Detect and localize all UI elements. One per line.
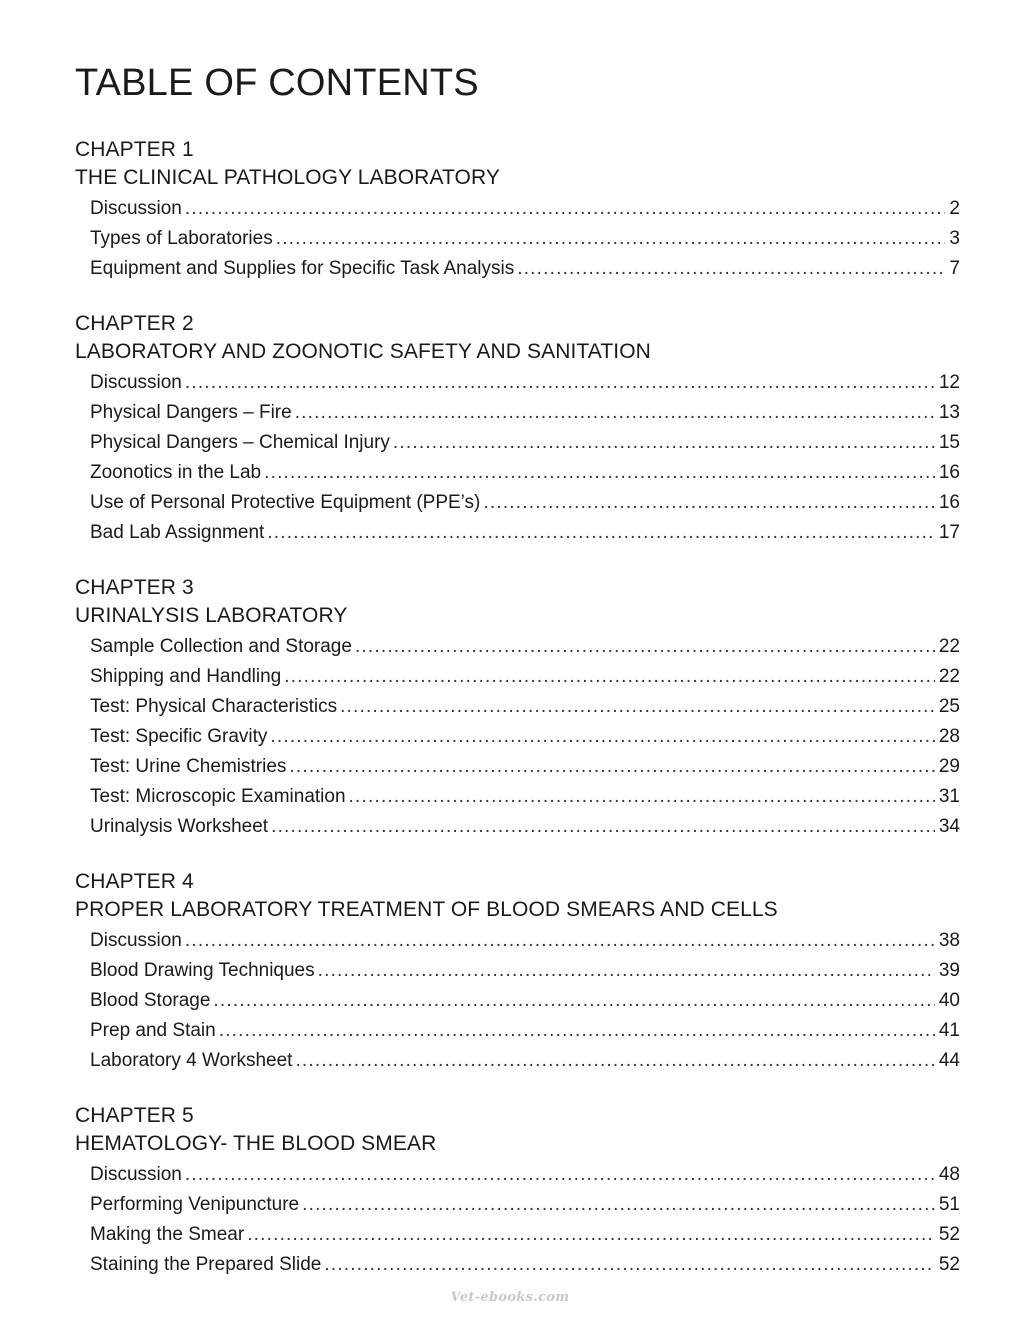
- toc-entry-label: Discussion: [90, 1164, 182, 1185]
- toc-entry-page-number: 41: [938, 1020, 960, 1041]
- toc-entry[interactable]: [75, 956, 960, 986]
- toc-entry-label: Test: Specific Gravity: [90, 726, 268, 747]
- chapter-title: LABORATORY AND ZOONOTIC SAFETY AND SANITATION: [75, 340, 651, 363]
- chapter-number: CHAPTER 4: [75, 870, 194, 893]
- chapter-1: [75, 136, 960, 284]
- toc-entry[interactable]: [75, 782, 960, 812]
- dot-leader: [517, 254, 945, 284]
- toc-entry-label: Test: Microscopic Examination: [90, 786, 346, 807]
- toc-entry-label: Physical Dangers – Fire: [90, 402, 292, 423]
- toc-entry-page-number: 52: [938, 1224, 960, 1245]
- chapter-title: URINALYSIS LABORATORY: [75, 604, 348, 627]
- toc-entry[interactable]: [75, 368, 960, 398]
- toc-entry-label: Prep and Stain: [90, 1020, 216, 1041]
- toc-entry[interactable]: [75, 986, 960, 1016]
- toc-entry[interactable]: [75, 194, 960, 224]
- toc-entry-label: Equipment and Supplies for Specific Task Analysis: [90, 258, 515, 279]
- toc-entry[interactable]: [75, 692, 960, 722]
- toc-entry-page-number: 31: [938, 786, 960, 807]
- chapter-title: HEMATOLOGY- THE BLOOD SMEAR: [75, 1132, 437, 1155]
- toc-entry-page-number: 48: [938, 1164, 960, 1185]
- toc-entry-label: Making the Smear: [90, 1224, 245, 1245]
- toc-entry-page-number: 3: [949, 228, 960, 249]
- chapter-number: CHAPTER 1: [75, 138, 194, 161]
- chapter-number: CHAPTER 3: [75, 576, 194, 599]
- toc-entry-label: Discussion: [90, 930, 182, 951]
- toc-entry-page-number: 22: [938, 666, 960, 687]
- toc-entry-page-number: 52: [938, 1254, 960, 1275]
- toc-entry-page-number: 13: [938, 402, 960, 423]
- toc-entry-label: Blood Storage: [90, 990, 211, 1011]
- dot-leader: [276, 224, 946, 254]
- chapter-list: [75, 136, 960, 1280]
- toc-entry-label: Shipping and Handling: [90, 666, 282, 687]
- toc-entry[interactable]: [75, 458, 960, 488]
- toc-entry-label: Laboratory 4 Worksheet: [90, 1050, 293, 1071]
- chapter-entries: [75, 632, 960, 842]
- toc-entry-label: Physical Dangers – Chemical Injury: [90, 432, 390, 453]
- dot-leader: [349, 782, 935, 812]
- chapter-number: CHAPTER 2: [75, 312, 194, 335]
- chapter-entries: [75, 194, 960, 284]
- toc-entry[interactable]: [75, 662, 960, 692]
- chapter-entries: [75, 926, 960, 1076]
- chapter-entries: [75, 368, 960, 548]
- toc-entry[interactable]: [75, 1190, 960, 1220]
- dot-leader: [483, 488, 934, 518]
- dot-leader: [295, 398, 935, 428]
- toc-entry-label: Use of Personal Protective Equipment (PPE’s): [90, 492, 481, 513]
- toc-entry[interactable]: [75, 632, 960, 662]
- chapter-entries: [75, 1160, 960, 1280]
- dot-leader: [340, 692, 935, 722]
- dot-leader: [185, 1160, 935, 1190]
- toc-entry-page-number: 16: [938, 462, 960, 483]
- dot-leader: [185, 926, 935, 956]
- toc-entry-label: Zoonotics in the Lab: [90, 462, 262, 483]
- toc-entry[interactable]: [75, 752, 960, 782]
- chapter-5: [75, 1102, 960, 1280]
- toc-entry-page-number: 29: [938, 756, 960, 777]
- dot-leader: [185, 368, 935, 398]
- chapter-3: [75, 574, 960, 842]
- watermark-logo: Vet-ebooks.com: [450, 1290, 570, 1305]
- dot-leader: [213, 986, 934, 1016]
- toc-entry-label: Staining the Prepared Slide: [90, 1254, 322, 1275]
- toc-entry-page-number: 28: [938, 726, 960, 747]
- dot-leader: [185, 194, 946, 224]
- toc-entry[interactable]: [75, 1046, 960, 1076]
- toc-entry-page-number: 12: [938, 372, 960, 393]
- toc-entry[interactable]: [75, 224, 960, 254]
- toc-entry[interactable]: [75, 812, 960, 842]
- toc-entry-label: Sample Collection and Storage: [90, 636, 352, 657]
- toc-entry[interactable]: [75, 1250, 960, 1280]
- toc-entry-page-number: 7: [949, 258, 960, 279]
- dot-leader: [355, 632, 935, 662]
- toc-entry-page-number: 2: [949, 198, 960, 219]
- toc-entry-page-number: 40: [938, 990, 960, 1011]
- dot-leader: [318, 956, 935, 986]
- dot-leader: [219, 1016, 935, 1046]
- toc-entry-page-number: 25: [938, 696, 960, 717]
- dot-leader: [302, 1190, 935, 1220]
- dot-leader: [247, 1220, 935, 1250]
- toc-entry[interactable]: [75, 398, 960, 428]
- toc-page: [75, 60, 960, 1306]
- toc-entry-label: Blood Drawing Techniques: [90, 960, 315, 981]
- toc-entry[interactable]: [75, 428, 960, 458]
- toc-entry-label: Performing Venipuncture: [90, 1194, 300, 1215]
- toc-entry[interactable]: [75, 722, 960, 752]
- dot-leader: [284, 662, 935, 692]
- toc-entry-label: Test: Urine Chemistries: [90, 756, 287, 777]
- toc-entry-page-number: 17: [938, 522, 960, 543]
- dot-leader: [289, 752, 934, 782]
- dot-leader: [295, 1046, 934, 1076]
- dot-leader: [324, 1250, 935, 1280]
- chapter-title: PROPER LABORATORY TREATMENT OF BLOOD SMEARS AND CELLS: [75, 898, 778, 921]
- dot-leader: [271, 812, 935, 842]
- toc-entry-page-number: 16: [938, 492, 960, 513]
- toc-entry-label: Test: Physical Characteristics: [90, 696, 338, 717]
- toc-entry-label: Discussion: [90, 198, 182, 219]
- dot-leader: [270, 722, 934, 752]
- toc-entry[interactable]: [75, 1016, 960, 1046]
- chapter-number: CHAPTER 5: [75, 1104, 194, 1127]
- toc-entry[interactable]: [75, 1220, 960, 1250]
- toc-entry-page-number: 39: [938, 960, 960, 981]
- toc-title: TABLE OF CONTENTS: [75, 62, 479, 104]
- toc-entry-label: Types of Laboratories: [90, 228, 273, 249]
- toc-entry[interactable]: [75, 1160, 960, 1190]
- toc-entry[interactable]: [75, 518, 960, 548]
- toc-entry[interactable]: [75, 488, 960, 518]
- dot-leader: [264, 458, 935, 488]
- toc-entry-label: Bad Lab Assignment: [90, 522, 265, 543]
- toc-entry-page-number: 34: [938, 816, 960, 837]
- chapter-4: [75, 868, 960, 1076]
- toc-entry-page-number: 22: [938, 636, 960, 657]
- toc-entry[interactable]: [75, 926, 960, 956]
- toc-entry[interactable]: [75, 254, 960, 284]
- chapter-2: [75, 310, 960, 548]
- toc-entry-page-number: 15: [938, 432, 960, 453]
- dot-leader: [267, 518, 935, 548]
- toc-entry-label: Urinalysis Worksheet: [90, 816, 269, 837]
- toc-entry-page-number: 51: [938, 1194, 960, 1215]
- toc-entry-label: Discussion: [90, 372, 182, 393]
- chapter-title: THE CLINICAL PATHOLOGY LABORATORY: [75, 166, 500, 189]
- toc-entry-page-number: 38: [938, 930, 960, 951]
- dot-leader: [393, 428, 935, 458]
- toc-entry-page-number: 44: [938, 1050, 960, 1071]
